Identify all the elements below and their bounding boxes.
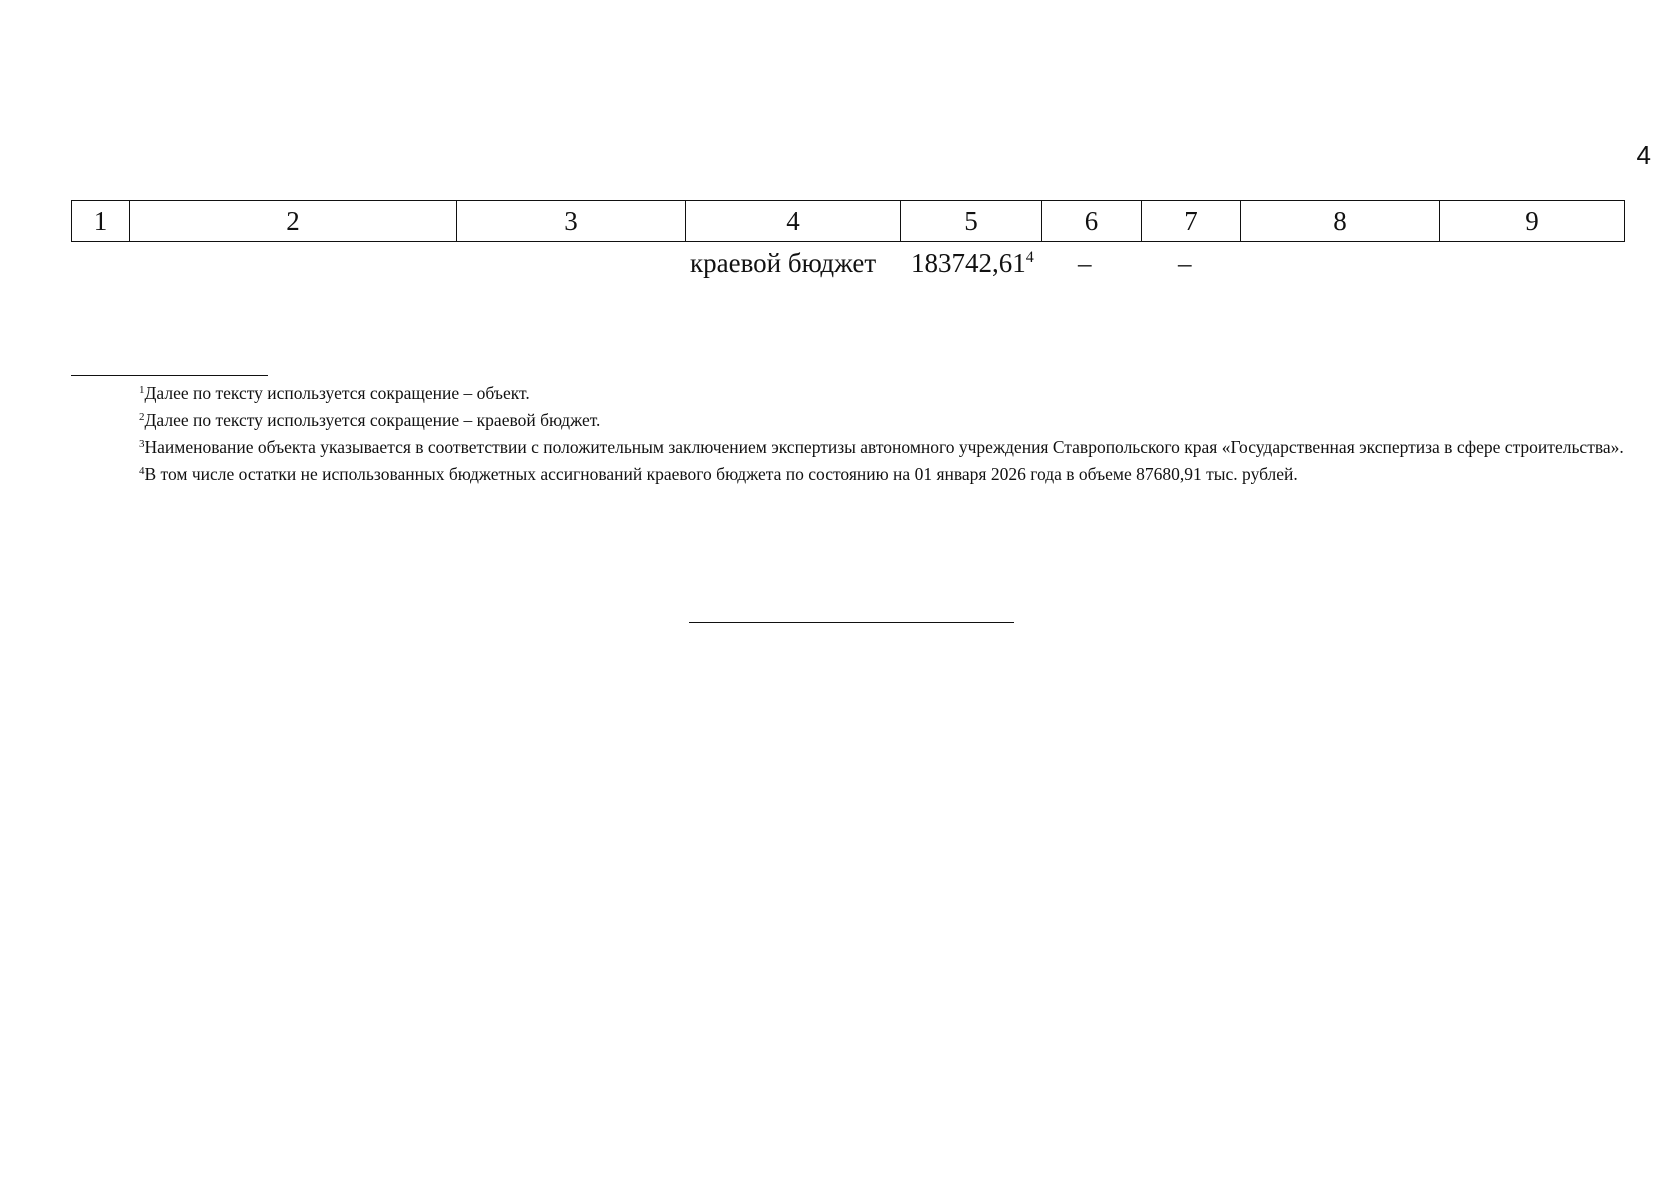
- column-number-cell: 3: [457, 201, 686, 242]
- footnote-ref: 4: [1025, 249, 1034, 266]
- end-of-document-rule: [689, 622, 1014, 623]
- column-number-cell: 8: [1241, 201, 1440, 242]
- table-row: [72, 201, 1625, 242]
- footnote: [71, 432, 1624, 459]
- column-number-cell: 4: [686, 201, 901, 242]
- footnote: [71, 459, 1624, 486]
- page-number: 4: [1636, 140, 1651, 170]
- budget-col6-value: –: [1078, 248, 1092, 278]
- column-number-cell: 1: [72, 201, 130, 242]
- column-number-header-table: [71, 200, 1625, 242]
- footnote-text: В том числе остатки не использованных бюджетных ассигнований краевого бюджета по состоянию на 01 января 2026 года в объеме 87680,91 тыс. рублей.: [144, 464, 1298, 484]
- footnote: [71, 378, 1624, 405]
- budget-col7-value: –: [1178, 248, 1192, 278]
- budget-row: [0, 248, 1673, 284]
- column-number-cell: 7: [1142, 201, 1241, 242]
- footnote: [71, 405, 1624, 432]
- footnote-separator: [71, 375, 268, 376]
- footnote-marker: 3: [139, 438, 145, 450]
- budget-source-label: краевой бюджет: [690, 248, 877, 278]
- column-number-cell: 9: [1440, 201, 1625, 242]
- column-number-cell: 6: [1042, 201, 1142, 242]
- column-number-cell: 2: [130, 201, 457, 242]
- budget-amount-value: 183742,61: [911, 248, 1026, 278]
- footnote-text: Далее по тексту используется сокращение – краевой бюджет.: [144, 410, 601, 430]
- budget-amount: [911, 248, 1034, 279]
- footnote-text: Наименование объекта указывается в соответствии с положительным заключением экспертизы автономного учреждения Ставропольского края «Государственная экспертиза в сфере строительства».: [144, 437, 1624, 457]
- footnote-marker: 2: [139, 411, 145, 423]
- footnote-marker: 1: [139, 384, 145, 396]
- footnote-text: Далее по тексту используется сокращение – объект.: [144, 383, 530, 403]
- footnotes: [71, 378, 1624, 486]
- footnote-marker: 4: [139, 465, 145, 477]
- column-number-cell: 5: [901, 201, 1042, 242]
